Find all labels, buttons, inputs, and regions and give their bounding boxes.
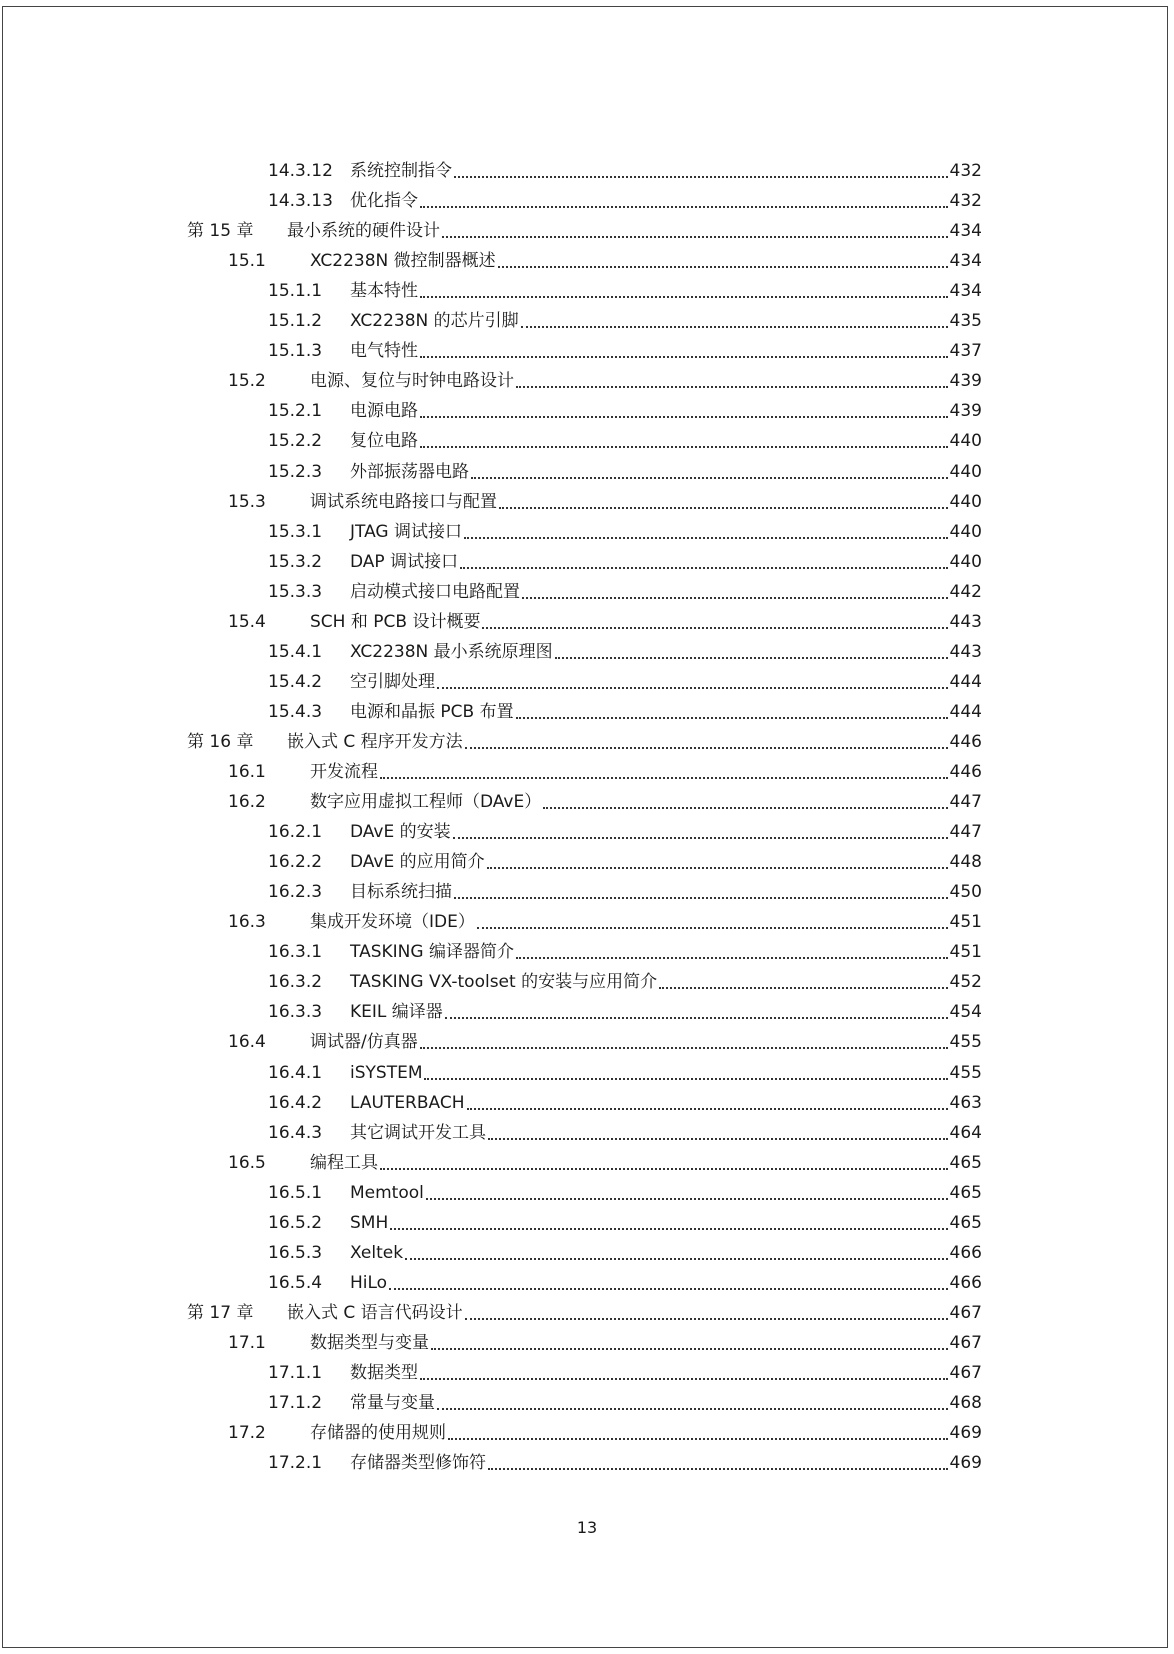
toc-subsection-entry[interactable] <box>268 967 982 997</box>
toc-dot-leader <box>516 697 948 727</box>
toc-entry-number: 16.4 <box>228 1032 266 1053</box>
toc-entry-page: 467 <box>949 1332 982 1353</box>
toc-entry-title: 系统控制指令 <box>350 161 452 181</box>
toc-entry-title: 集成开发环境（IDE） <box>310 912 475 933</box>
toc-dot-leader <box>420 1358 948 1388</box>
toc-entry-number: 15.3 <box>228 491 266 512</box>
toc-entry-number: 15.4.3 <box>268 701 323 722</box>
toc-entry-title: 启动模式接口电路配置 <box>350 581 520 602</box>
toc-entry-title: JTAG 调试接口 <box>350 521 462 542</box>
toc-dot-leader <box>445 997 948 1027</box>
toc-chapter-entry[interactable] <box>187 727 982 757</box>
toc-dot-leader <box>488 1118 948 1148</box>
toc-entry-page: 466 <box>949 1272 982 1293</box>
toc-entry-title: 调试系统电路接口与配置 <box>310 491 497 512</box>
toc-entry-title: XC2238N 的芯片引脚 <box>350 311 519 332</box>
toc-entry-number: 15.1.3 <box>268 341 323 362</box>
toc-entry-title: XC2238N 最小系统原理图 <box>350 641 553 662</box>
toc-entry-number: 15.4 <box>228 611 266 632</box>
toc-section-entry[interactable] <box>228 1418 982 1448</box>
toc-subsection-entry[interactable] <box>268 457 982 487</box>
toc-entry-title: 外部振荡器电路 <box>350 461 469 482</box>
toc-entry-title: 嵌入式 C 程序开发方法 <box>287 731 463 752</box>
toc-entry-title: 数字应用虚拟工程师（DAvE） <box>310 792 542 813</box>
toc-dot-leader <box>454 877 948 907</box>
toc-entry-page: 444 <box>949 701 982 722</box>
toc-subsection-entry[interactable] <box>268 1208 982 1238</box>
toc-entry-number: 17.1.2 <box>268 1393 323 1414</box>
toc-dot-leader <box>467 1088 948 1118</box>
toc-section-entry[interactable] <box>228 487 982 517</box>
toc-entry-page: 440 <box>949 521 982 542</box>
toc-entry-page: 434 <box>949 281 982 302</box>
toc-entry-number: 16.4.3 <box>268 1122 323 1143</box>
toc-entry-page: 444 <box>949 671 982 692</box>
toc-dot-leader <box>420 276 948 306</box>
toc-entry-title: DAvE 的应用简介 <box>350 852 485 873</box>
toc-subsection-entry[interactable] <box>268 637 982 667</box>
toc-entry-number: 16.2 <box>228 792 266 813</box>
toc-entry-number: 16.3.2 <box>268 972 323 993</box>
toc-entry-page: 440 <box>949 551 982 572</box>
toc-dot-leader <box>488 1448 948 1478</box>
toc-entry-page: 454 <box>949 1002 982 1023</box>
toc-entry-title: 数据类型与变量 <box>310 1332 429 1353</box>
toc-subsection-entry[interactable] <box>268 1268 982 1298</box>
toc-entry-title: SCH 和 PCB 设计概要 <box>310 611 481 632</box>
toc-entry-title: HiLo <box>350 1272 388 1293</box>
toc-dot-leader <box>405 1238 948 1268</box>
toc-dot-leader <box>420 426 948 456</box>
toc-dot-leader <box>420 396 948 426</box>
toc-entry-number: 第 16 章 <box>187 731 254 752</box>
toc-entry-page: 440 <box>949 431 982 452</box>
toc-entry-page: 432 <box>949 191 982 212</box>
toc-subsection-entry[interactable] <box>268 186 982 216</box>
toc-dot-leader <box>482 607 947 637</box>
toc-entry-title: TASKING 编译器简介 <box>350 942 514 963</box>
toc-subsection-entry[interactable] <box>268 577 982 607</box>
toc-entry-page: 450 <box>949 882 982 903</box>
toc-entry-page: 447 <box>949 822 982 843</box>
toc-dot-leader <box>380 757 948 787</box>
toc-entry-number: 15.4.1 <box>268 641 323 662</box>
toc-dot-leader <box>437 667 948 697</box>
toc-entry-number: 16.1 <box>228 762 266 782</box>
toc-entry-number: 16.2.3 <box>268 882 323 903</box>
toc-entry-title: 优化指令 <box>350 191 418 212</box>
toc-dot-leader <box>477 907 948 937</box>
toc-entry-number: 14.3.12 <box>268 161 333 181</box>
toc-subsection-entry[interactable] <box>268 667 982 697</box>
toc-entry-page: 455 <box>949 1062 982 1083</box>
toc-entry-page: 455 <box>949 1032 982 1053</box>
toc-dot-leader <box>437 1388 948 1418</box>
toc-entry-number: 17.2.1 <box>268 1453 323 1474</box>
toc-entry-number: 15.2.3 <box>268 461 323 482</box>
toc-section-entry[interactable] <box>228 1328 982 1358</box>
toc-dot-leader <box>516 366 948 396</box>
toc-entry-title: 复位电路 <box>350 431 418 452</box>
toc-dot-leader <box>516 937 948 967</box>
toc-chapter-entry[interactable] <box>187 1298 982 1328</box>
toc-chapter-entry[interactable] <box>187 216 982 246</box>
toc-section-entry[interactable] <box>228 1027 982 1057</box>
toc-entry-title: Xeltek <box>350 1242 404 1263</box>
toc-entry-title: 空引脚处理 <box>350 671 435 692</box>
toc-entry-title: KEIL 编译器 <box>350 1002 443 1023</box>
toc-dot-leader <box>543 787 947 817</box>
toc-entry-title: SMH <box>350 1212 389 1233</box>
toc-entry-title: 电源、复位与时钟电路设计 <box>310 371 514 392</box>
toc-entry-number: 第 15 章 <box>187 221 254 242</box>
toc-entry-title: DAP 调试接口 <box>350 551 459 572</box>
toc-subsection-entry[interactable] <box>268 937 982 967</box>
toc-subsection-entry[interactable] <box>268 1118 982 1148</box>
toc-dot-leader <box>521 306 948 336</box>
toc-dot-leader <box>471 457 948 487</box>
toc-entry-number: 16.5.3 <box>268 1242 323 1263</box>
toc-subsection-entry[interactable] <box>268 1058 982 1088</box>
toc-subsection-entry[interactable] <box>268 1358 982 1388</box>
toc-section-entry[interactable] <box>228 907 982 937</box>
toc-entry-title: DAvE 的安装 <box>350 822 451 843</box>
toc-entry-page: 439 <box>949 401 982 422</box>
toc-entry-number: 16.5.2 <box>268 1212 323 1233</box>
toc-entry-title: 开发流程 <box>310 762 378 782</box>
toc-subsection-entry[interactable] <box>268 547 982 577</box>
toc-entry-number: 16.4.2 <box>268 1092 323 1113</box>
toc-entry-title: 最小系统的硬件设计 <box>287 221 440 242</box>
toc-entry-number: 15.1 <box>228 251 266 272</box>
page-number: 13 <box>576 1518 598 1537</box>
toc-subsection-entry[interactable] <box>268 997 982 1027</box>
toc-entry-title: Memtool <box>350 1182 424 1203</box>
toc-entry-page: 443 <box>949 641 982 662</box>
toc-subsection-entry[interactable] <box>268 306 982 336</box>
toc-subsection-entry[interactable] <box>268 156 982 186</box>
toc-dot-leader <box>460 547 947 577</box>
toc-dot-leader <box>420 186 948 216</box>
toc-entry-title: 存储器类型修饰符 <box>350 1453 486 1474</box>
toc-entry-number: 16.5.4 <box>268 1272 323 1293</box>
toc-entry-number: 16.5 <box>228 1152 266 1173</box>
toc-entry-number: 15.3.1 <box>268 521 323 542</box>
toc-subsection-entry[interactable] <box>268 336 982 366</box>
toc-entry-page: 446 <box>949 762 982 782</box>
toc-dot-leader <box>420 1027 948 1057</box>
toc-subsection-entry[interactable] <box>268 697 982 727</box>
toc-entry-title: LAUTERBACH <box>350 1092 465 1113</box>
toc-entry-number: 15.3.2 <box>268 551 323 572</box>
toc-entry-page: 469 <box>949 1453 982 1474</box>
toc-entry-number: 15.2.2 <box>268 431 323 452</box>
toc-dot-leader <box>448 1418 948 1448</box>
toc-subsection-entry[interactable] <box>268 1238 982 1268</box>
toc-entry-page: 463 <box>949 1092 982 1113</box>
toc-dot-leader <box>498 246 948 276</box>
toc-section-entry[interactable] <box>228 607 982 637</box>
toc-entry-number: 16.2.2 <box>268 852 323 873</box>
toc-entry-page: 440 <box>949 461 982 482</box>
toc-entry-title: TASKING VX-toolset 的安装与应用简介 <box>350 972 658 993</box>
toc-section-entry[interactable] <box>228 1148 982 1178</box>
toc-dot-leader <box>426 1178 948 1208</box>
toc-entry-number: 15.3.3 <box>268 581 323 602</box>
toc-entry-page: 443 <box>949 611 982 632</box>
toc-dot-leader <box>659 967 947 997</box>
toc-entry-page: 465 <box>949 1152 982 1173</box>
toc-entry-title: 数据类型 <box>350 1363 418 1383</box>
toc-entry-page: 451 <box>949 942 982 963</box>
toc-entry-page: 434 <box>949 251 982 272</box>
toc-entry-number: 17.1.1 <box>268 1363 323 1383</box>
toc-entry-page: 442 <box>949 581 982 602</box>
toc-entry-title: 编程工具 <box>310 1152 378 1173</box>
toc-section-entry[interactable] <box>228 757 982 787</box>
toc-entry-page: 452 <box>949 972 982 993</box>
toc-entry-page: 435 <box>949 311 982 332</box>
toc-dot-leader <box>453 817 948 847</box>
toc-section-entry[interactable] <box>228 246 982 276</box>
toc-entry-page: 451 <box>949 912 982 933</box>
toc-entry-number: 16.3 <box>228 912 266 933</box>
toc-entry-page: 448 <box>949 852 982 873</box>
toc-dot-leader <box>555 637 948 667</box>
toc-entry-number: 15.1.1 <box>268 281 323 302</box>
toc-entry-title: 电源电路 <box>350 401 418 422</box>
toc-dot-leader <box>464 517 948 547</box>
toc-dot-leader <box>454 156 948 186</box>
toc-entry-page: 440 <box>949 491 982 512</box>
toc-entry-title: 其它调试开发工具 <box>350 1122 486 1143</box>
toc-dot-leader <box>442 216 948 246</box>
toc-entry-page: 437 <box>949 341 982 362</box>
toc-entry-title: XC2238N 微控制器概述 <box>310 251 496 272</box>
toc-entry-page: 439 <box>949 371 982 392</box>
toc-subsection-entry[interactable] <box>268 817 982 847</box>
toc-entry-title: 电气特性 <box>350 341 418 362</box>
toc-entry-number: 16.2.1 <box>268 822 323 843</box>
toc-entry-page: 465 <box>949 1182 982 1203</box>
toc-subsection-entry[interactable] <box>268 1088 982 1118</box>
toc-subsection-entry[interactable] <box>268 1388 982 1418</box>
toc-entry-title: 嵌入式 C 语言代码设计 <box>287 1302 463 1323</box>
toc-dot-leader <box>431 1328 948 1358</box>
toc-section-entry[interactable] <box>228 787 982 817</box>
toc-entry-number: 15.4.2 <box>268 671 323 692</box>
toc-entry-number: 15.2.1 <box>268 401 323 422</box>
toc-dot-leader <box>420 336 948 366</box>
toc-entry-number: 15.2 <box>228 371 266 392</box>
toc-dot-leader <box>389 1268 947 1298</box>
toc-entry-number: 15.1.2 <box>268 311 323 332</box>
toc-entry-title: 常量与变量 <box>350 1393 435 1414</box>
toc-entry-number: 第 17 章 <box>187 1302 254 1323</box>
toc-entry-page: 466 <box>949 1242 982 1263</box>
toc-subsection-entry[interactable] <box>268 396 982 426</box>
toc-dot-leader <box>465 1298 948 1328</box>
toc-entry-page: 446 <box>949 731 982 752</box>
toc-entry-page: 467 <box>949 1363 982 1383</box>
toc-entry-title: 基本特性 <box>350 281 418 302</box>
toc-entry-number: 14.3.13 <box>268 191 333 212</box>
toc-entry-page: 432 <box>949 161 982 181</box>
toc-entry-number: 16.5.1 <box>268 1182 323 1203</box>
toc-entry-number: 16.4.1 <box>268 1062 323 1083</box>
toc-subsection-entry[interactable] <box>268 276 982 306</box>
toc-subsection-entry[interactable] <box>268 1178 982 1208</box>
toc-subsection-entry[interactable] <box>268 1448 982 1478</box>
toc-entry-page: 469 <box>949 1423 982 1444</box>
toc-dot-leader <box>522 577 948 607</box>
toc-entry-title: iSYSTEM <box>350 1062 423 1083</box>
toc-entry-number: 16.3.3 <box>268 1002 323 1023</box>
toc-dot-leader <box>424 1058 947 1088</box>
toc-dot-leader <box>380 1148 948 1178</box>
toc-entry-page: 467 <box>949 1302 982 1323</box>
toc-dot-leader <box>499 487 948 517</box>
toc-entry-number: 17.2 <box>228 1423 266 1444</box>
toc-entry-number: 16.3.1 <box>268 942 323 963</box>
toc-entry-page: 434 <box>949 221 982 242</box>
toc-entry-page: 464 <box>949 1122 982 1143</box>
toc-entry-page: 465 <box>949 1212 982 1233</box>
toc-entry-title: 电源和晶振 PCB 布置 <box>350 701 514 722</box>
toc-entry-page: 468 <box>949 1393 982 1414</box>
toc-entry-title: 目标系统扫描 <box>350 882 452 903</box>
toc-entry-page: 447 <box>949 792 982 813</box>
toc-entry-title: 调试器/仿真器 <box>310 1032 418 1053</box>
toc-subsection-entry[interactable] <box>268 426 982 456</box>
toc-section-entry[interactable] <box>228 366 982 396</box>
toc-dot-leader <box>487 847 948 877</box>
toc-dot-leader <box>390 1208 947 1238</box>
toc-entry-title: 存储器的使用规则 <box>310 1423 446 1444</box>
toc-subsection-entry[interactable] <box>268 847 982 877</box>
toc-subsection-entry[interactable] <box>268 877 982 907</box>
toc-subsection-entry[interactable] <box>268 517 982 547</box>
toc-entry-number: 17.1 <box>228 1332 266 1353</box>
toc-dot-leader <box>465 727 948 757</box>
